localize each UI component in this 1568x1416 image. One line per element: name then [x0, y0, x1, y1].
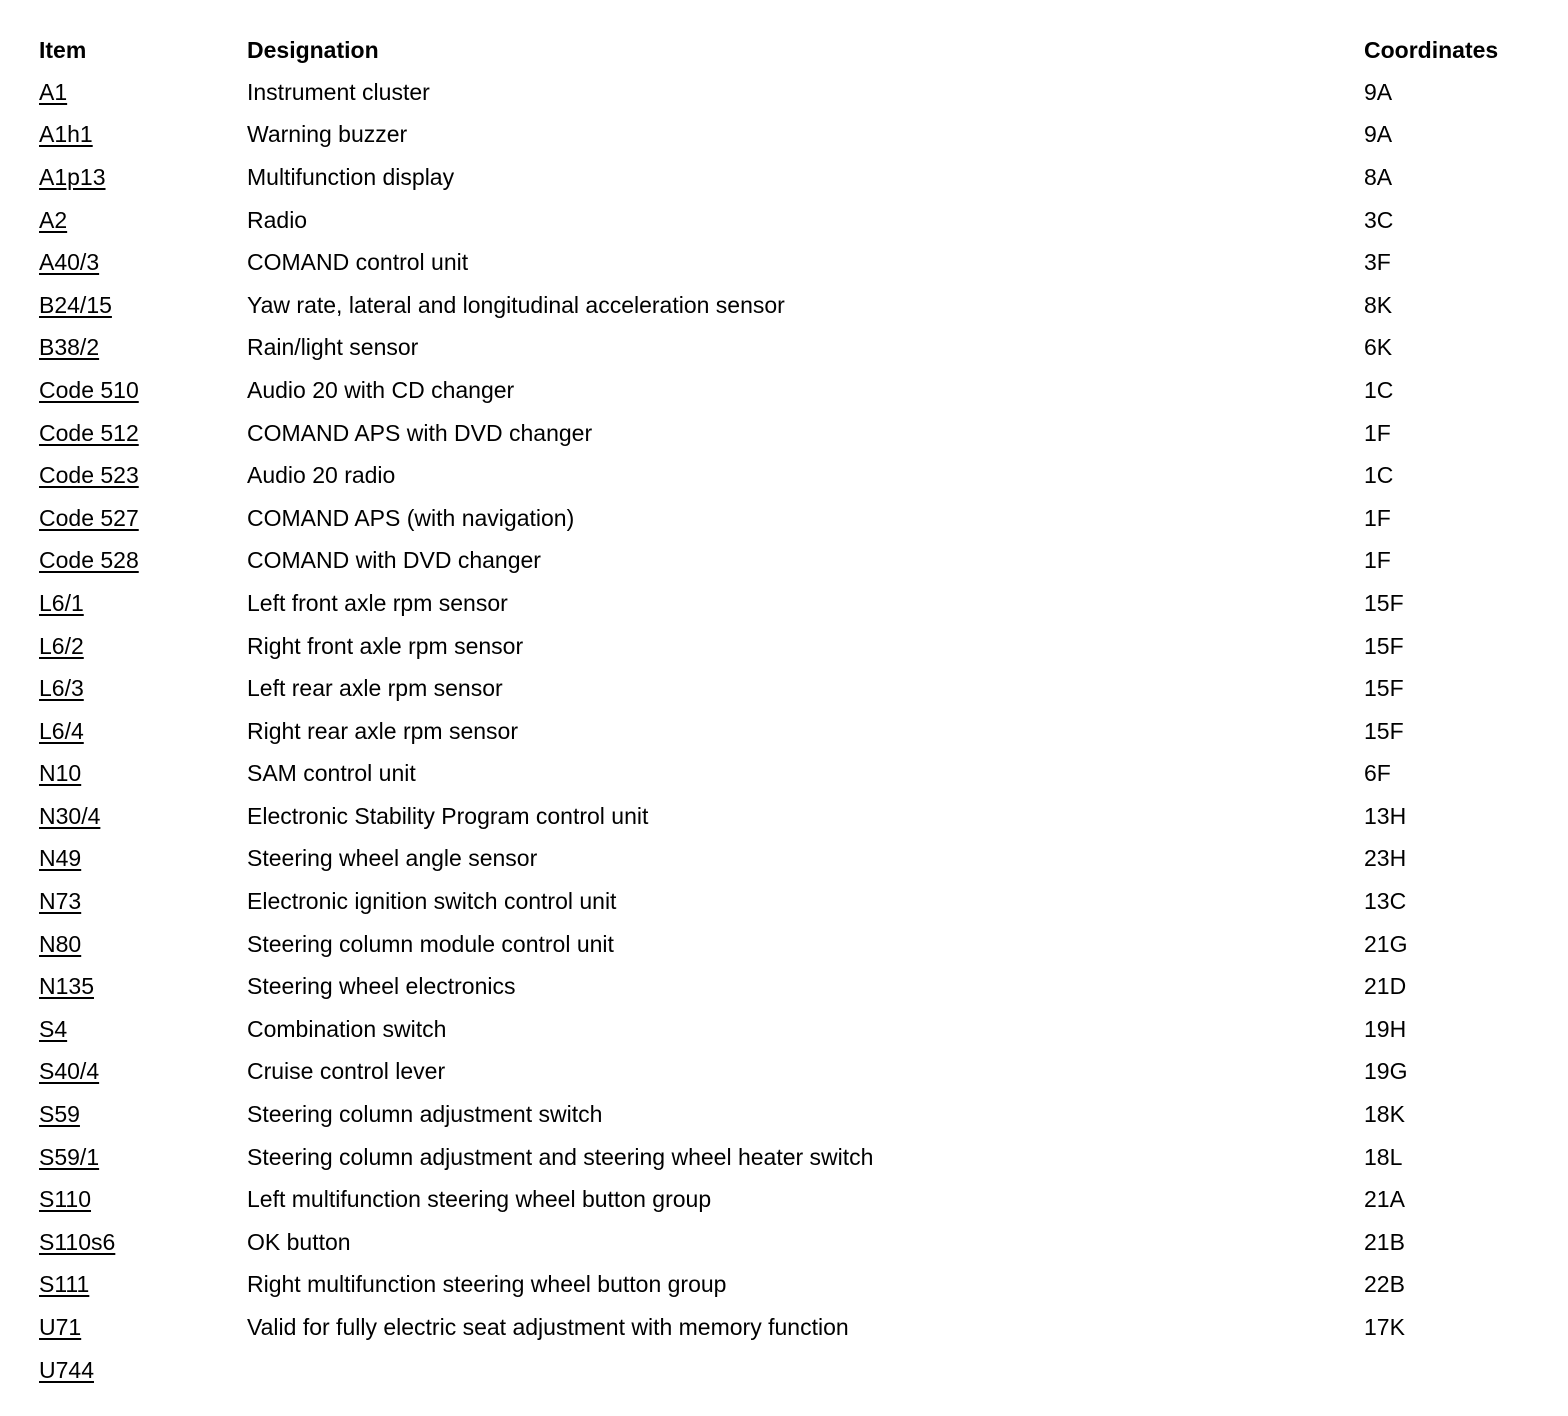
item-cell	[39, 717, 247, 744]
table-row	[39, 710, 1539, 753]
item-cell	[39, 1316, 247, 1339]
designation-cell: Steering wheel angle sensor	[247, 845, 538, 872]
designation-cell: Electronic Stability Program control unit	[247, 802, 649, 829]
item-cell	[39, 847, 247, 870]
designation-cell: SAM control unit	[247, 760, 416, 787]
coordinates-cell: 13H	[1364, 802, 1407, 829]
coordinates-cell: 19H	[1364, 1015, 1407, 1042]
designation-cell: Instrument cluster	[247, 78, 430, 105]
table-header	[39, 29, 1539, 71]
item-cell	[39, 78, 247, 105]
table-row	[39, 923, 1539, 966]
item-link[interactable]: N73	[39, 888, 82, 915]
table-row	[39, 1306, 1539, 1349]
table-body	[39, 71, 1539, 1391]
item-link[interactable]: Code 528	[39, 547, 139, 574]
item-cell	[39, 975, 247, 998]
coordinates-cell: 21G	[1364, 930, 1408, 957]
designation-cell: Left multifunction steering wheel button group	[247, 1186, 712, 1213]
designation-cell: Left front axle rpm sensor	[247, 589, 508, 616]
designation-cell: Warning buzzer	[247, 121, 408, 148]
designation-cell: Audio 20 radio	[247, 462, 396, 489]
item-cell	[39, 802, 247, 829]
item-cell	[39, 1356, 247, 1383]
designation-cell: Steering wheel electronics	[247, 973, 516, 1000]
item-link[interactable]: Code 510	[39, 376, 139, 403]
designation-cell: COMAND with DVD changer	[247, 547, 541, 574]
item-cell	[39, 206, 247, 233]
table-row	[39, 454, 1539, 497]
designation-cell: Audio 20 with CD changer	[247, 376, 515, 403]
table-row	[39, 838, 1539, 881]
item-link[interactable]: N49	[39, 845, 82, 872]
item-cell	[39, 890, 247, 913]
item-cell	[39, 1228, 247, 1255]
table-row	[39, 795, 1539, 838]
table-row	[39, 497, 1539, 540]
designation-cell: Steering column adjustment and steering wheel heater switch	[247, 1143, 874, 1170]
table-row	[39, 199, 1539, 242]
designation-cell: Combination switch	[247, 1015, 447, 1042]
item-cell	[39, 504, 247, 531]
item-link[interactable]: A1	[39, 78, 68, 105]
designation-cell: Electronic ignition switch control unit	[247, 888, 617, 915]
table-row	[39, 284, 1539, 327]
item-cell	[39, 632, 247, 659]
designation-cell: Multifunction display	[247, 163, 455, 190]
table-row	[39, 1178, 1539, 1221]
item-link[interactable]: N10	[39, 760, 82, 787]
coordinates-cell: 1F	[1364, 547, 1391, 574]
table-row	[39, 241, 1539, 284]
coordinates-cell: 21B	[1364, 1228, 1405, 1255]
item-cell	[39, 1273, 247, 1296]
item-link[interactable]: Code 512	[39, 419, 139, 446]
designation-cell: COMAND control unit	[247, 249, 469, 276]
coordinates-cell: 8K	[1364, 291, 1393, 318]
table-row	[39, 114, 1539, 157]
item-link[interactable]: S110	[39, 1186, 92, 1213]
coordinates-cell: 9A	[1364, 121, 1393, 148]
item-link[interactable]: S59/1	[39, 1143, 100, 1170]
header-designation: Designation	[247, 36, 379, 63]
item-cell	[39, 1143, 247, 1170]
table-row	[39, 1136, 1539, 1179]
coordinates-cell: 18K	[1364, 1101, 1405, 1128]
item-cell	[39, 464, 247, 487]
item-cell	[39, 163, 247, 190]
item-link[interactable]: B24/15	[39, 291, 112, 318]
table-row	[39, 1008, 1539, 1051]
item-cell	[39, 251, 247, 274]
coordinates-cell: 21A	[1364, 1186, 1405, 1213]
table-row	[39, 540, 1539, 583]
item-link[interactable]: A1h1	[39, 121, 93, 148]
item-cell	[39, 123, 247, 146]
item-link[interactable]: B38/2	[39, 334, 100, 361]
coordinates-cell: 17K	[1364, 1314, 1405, 1341]
coordinates-cell: 3F	[1364, 249, 1391, 276]
coordinates-cell: 23H	[1364, 845, 1407, 872]
coordinates-cell: 22B	[1364, 1271, 1405, 1298]
table-row	[39, 1264, 1539, 1307]
table-row	[39, 369, 1539, 412]
coordinates-cell: 1C	[1364, 462, 1394, 489]
item-cell	[39, 291, 247, 318]
item-cell	[39, 336, 247, 359]
coordinates-cell: 1F	[1364, 419, 1391, 446]
item-link[interactable]: N80	[39, 930, 82, 957]
designation-cell: Rain/light sensor	[247, 334, 419, 361]
coordinates-cell: 3C	[1364, 206, 1394, 233]
designation-cell: Steering column adjustment switch	[247, 1101, 603, 1128]
item-cell	[39, 376, 247, 403]
item-cell	[39, 549, 247, 572]
coordinates-cell: 1F	[1364, 504, 1391, 531]
table-row	[39, 1221, 1539, 1264]
item-cell	[39, 930, 247, 957]
table-row	[39, 625, 1539, 668]
item-cell	[39, 1188, 247, 1211]
coordinates-cell: 15F	[1364, 632, 1404, 659]
item-link[interactable]: L6/4	[39, 717, 84, 744]
item-link[interactable]: S4	[39, 1015, 68, 1042]
designation-cell: Cruise control lever	[247, 1058, 446, 1085]
item-link[interactable]: L6/3	[39, 675, 84, 702]
legend-table	[39, 29, 1539, 1391]
coordinates-cell: 15F	[1364, 717, 1404, 744]
item-link[interactable]: A40/3	[39, 249, 100, 276]
item-link[interactable]: Code 523	[39, 462, 139, 489]
coordinates-cell: 8A	[1364, 163, 1393, 190]
coordinates-cell: 6K	[1364, 334, 1393, 361]
item-cell	[39, 1103, 247, 1126]
item-cell	[39, 677, 247, 700]
table-row	[39, 71, 1539, 114]
coordinates-cell: 18L	[1364, 1143, 1403, 1170]
table-row	[39, 965, 1539, 1008]
coordinates-cell: 15F	[1364, 675, 1404, 702]
table-row	[39, 327, 1539, 370]
item-link[interactable]: S59	[39, 1101, 80, 1128]
item-link[interactable]: L6/2	[39, 632, 84, 659]
designation-cell: Right multifunction steering wheel button group	[247, 1271, 727, 1298]
table-row	[39, 582, 1539, 625]
table-row	[39, 880, 1539, 923]
item-link[interactable]: A2	[39, 206, 68, 233]
coordinates-cell: 6F	[1364, 760, 1391, 787]
designation-cell: Right front axle rpm sensor	[247, 632, 524, 659]
table-row	[39, 412, 1539, 455]
item-link[interactable]: N30/4	[39, 802, 101, 829]
item-cell	[39, 1060, 247, 1083]
item-link[interactable]: S110s6	[39, 1228, 116, 1255]
table-row	[39, 1349, 1539, 1392]
coordinates-cell: 19G	[1364, 1058, 1408, 1085]
item-link[interactable]: S40/4	[39, 1058, 100, 1085]
table-row	[39, 667, 1539, 710]
table-row	[39, 1093, 1539, 1136]
coordinates-cell: 9A	[1364, 78, 1393, 105]
coordinates-cell: 21D	[1364, 973, 1407, 1000]
header-coordinates: Coordinates	[1364, 36, 1499, 63]
designation-cell: Left rear axle rpm sensor	[247, 675, 503, 702]
item-cell	[39, 589, 247, 616]
designation-cell: Yaw rate, lateral and longitudinal acceleration sensor	[247, 291, 785, 318]
item-cell	[39, 762, 247, 785]
item-cell	[39, 419, 247, 446]
designation-cell: OK button	[247, 1228, 351, 1255]
coordinates-cell: 13C	[1364, 888, 1407, 915]
item-link[interactable]: U744	[39, 1356, 94, 1383]
item-link[interactable]: U71	[39, 1314, 82, 1341]
designation-cell: Radio	[247, 206, 308, 233]
item-link[interactable]: Code 527	[39, 504, 139, 531]
item-link[interactable]: S111	[39, 1271, 90, 1298]
item-link[interactable]: A1p13	[39, 163, 106, 190]
designation-cell: Steering column module control unit	[247, 930, 614, 957]
designation-cell: Right rear axle rpm sensor	[247, 717, 518, 744]
header-item: Item	[39, 36, 87, 63]
item-link[interactable]: N135	[39, 973, 94, 1000]
coordinates-cell: 1C	[1364, 376, 1394, 403]
table-row	[39, 156, 1539, 199]
coordinates-cell: 15F	[1364, 589, 1404, 616]
designation-cell: COMAND APS with DVD changer	[247, 419, 593, 446]
item-cell	[39, 1015, 247, 1042]
table-row	[39, 753, 1539, 796]
item-link[interactable]: L6/1	[39, 589, 84, 616]
designation-cell: Valid for fully electric seat adjustment with memory function	[247, 1314, 849, 1341]
designation-cell: COMAND APS (with navigation)	[247, 504, 575, 531]
table-row	[39, 1051, 1539, 1094]
